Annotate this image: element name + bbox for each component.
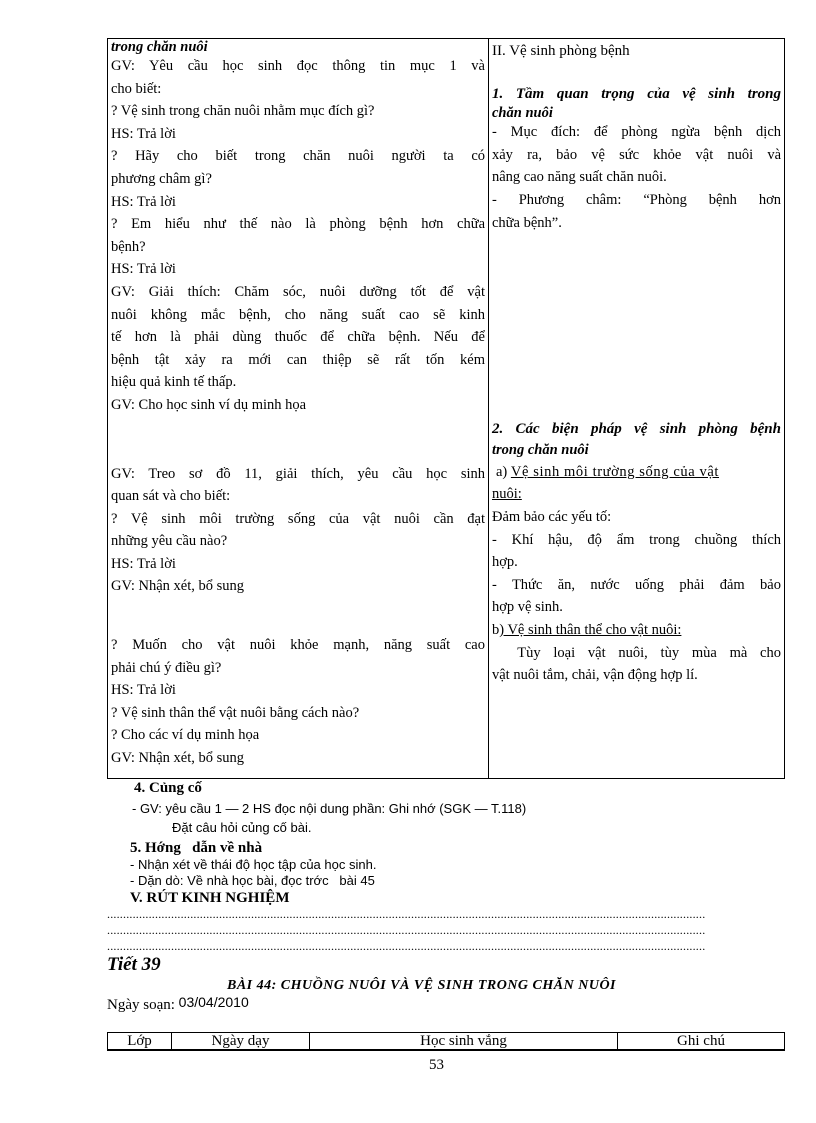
text-line: trong chăn nuôi: [111, 39, 208, 55]
subsection-a-prefix: a): [496, 463, 511, 480]
review-dotted-line: ...........................................................................................................................................................................................: [107, 939, 706, 953]
consolidation-heading: 4. Củng cố: [134, 780, 202, 796]
text-line: HS: Trả lời: [111, 555, 176, 572]
table-row: [108, 1033, 785, 1051]
text-line: Đảm bảo các yếu tố:: [492, 508, 612, 525]
text-line: vật nuôi tắm, chải, vận động hợp lí.: [492, 667, 698, 684]
subsection-a-title: [492, 461, 781, 484]
column-header: Học sinh vắng: [310, 1033, 618, 1051]
text-line: Tùy loại vật nuôi, tùy mùa mà cho: [492, 644, 781, 661]
subsection-a-label-cont: nuôi:: [492, 486, 522, 503]
subsection-title: 2. Các biện pháp vệ sinh phòng bệnh: [492, 421, 781, 438]
text-line: hợp.: [492, 554, 518, 571]
text-line: - Phương châm: “Phòng bệnh hơn: [492, 191, 781, 208]
text-line: ? Em hiểu như thế nào là phòng bệnh hơn chữa: [111, 216, 485, 233]
text-line: cho biết:: [111, 80, 162, 97]
subsection-a-label: Vệ sinh môi trường sống của vật: [510, 463, 719, 480]
text-line: quan sát và cho biết:: [111, 488, 231, 505]
subsection-b-title: [492, 619, 781, 642]
review-dotted-line: ...........................................................................................................................................................................................: [107, 907, 706, 921]
lesson-period: Tiết 39: [107, 954, 161, 975]
text-line: phương châm gì?: [111, 170, 212, 187]
text-line: những yêu cầu nào?: [111, 533, 228, 550]
activity-block-3: [111, 634, 485, 770]
column-header: Ghi chú: [618, 1033, 785, 1051]
subsection-title: 1. Tầm quan trọng của vệ sinh trong: [492, 85, 781, 102]
text-line: nuôi không mắc bệnh, cho năng suất cao sẽ kinh: [111, 306, 485, 323]
text-line: chữa bệnh”.: [492, 214, 562, 231]
prepared-date-value: 03/04/2010: [178, 994, 249, 1010]
lesson-title: BÀI 44: CHUỒNG NUÔI VÀ VỆ SINH TRONG CHĂN NUÔI: [227, 978, 616, 993]
consolidation-line-2: Đặt câu hỏi củng cố bài.: [172, 820, 312, 835]
text-line: ? Vệ sinh trong chăn nuôi nhằm mục đích gì?: [111, 103, 375, 120]
column-header: Lớp: [108, 1033, 172, 1051]
text-line: GV: Cho học sinh ví dụ minh họa: [111, 396, 307, 413]
table-row: [108, 39, 785, 779]
text-line: hợp vệ sinh.: [492, 599, 563, 616]
text-line: HS: Trả lời: [111, 682, 176, 699]
text-line: ? Vệ sinh thân thể vật nuôi bằng cách nào?: [111, 704, 360, 721]
text-line: ? Cho các ví dụ minh họa: [111, 727, 260, 744]
subsection-title: trong chăn nuôi: [492, 441, 589, 458]
class-attendance-table: [107, 1032, 785, 1051]
text-line: nâng cao năng suất chăn nuôi.: [492, 169, 667, 186]
text-line: GV: Yêu cầu học sinh đọc thông tin mục 1 và: [111, 58, 485, 74]
text-line: bệnh?: [111, 238, 146, 255]
teacher-student-activities-cell: [108, 39, 489, 779]
homework-line-2: - Dặn dò: Về nhà học bài, đọc trớc bài 45: [130, 873, 375, 888]
text-line: ? Muốn cho vật nuôi khỏe mạnh, năng suất cao: [111, 637, 485, 654]
lesson-content-cell: [489, 39, 785, 779]
text-line: phải chú ý điều gì?: [111, 659, 222, 676]
text-line: bệnh tật xảy ra mới can thiệp sẽ rất tốn kém: [111, 351, 485, 368]
text-line: GV: Giải thích: Chăm sóc, nuôi dưỡng tốt để vật: [111, 283, 485, 300]
text-line: HS: Trả lời: [111, 261, 176, 278]
subsection-b-prefix: b: [492, 621, 500, 638]
text-line: ? Vệ sinh môi trường sống của vật nuôi cần đạt: [111, 510, 485, 527]
text-line: xảy ra, bảo vệ sức khỏe vật nuôi và: [492, 146, 781, 163]
text-line: HS: Trả lời: [111, 193, 176, 210]
text-line: GV: Nhận xét, bổ sung: [111, 578, 245, 595]
subsection-1: [492, 83, 781, 235]
review-dotted-line: ...........................................................................................................................................................................................: [107, 923, 706, 937]
subsection-b-label: ) Vệ sinh thân thể cho vật nuôi:: [499, 621, 682, 638]
consolidation-line-1: - GV: yêu cầu 1 — 2 HS đọc nội dung phần: Ghi nhớ (SGK — T.118): [132, 801, 527, 816]
prepared-date: [107, 996, 249, 1014]
text-line: - Khí hậu, độ ẩm trong chuồng thích: [492, 531, 781, 548]
subsection-title: chăn nuôi: [492, 105, 553, 122]
text-line: - Mục đích: để phòng ngừa bệnh dịch: [492, 124, 781, 141]
text-line: - Thức ăn, nước uống phải đảm bảo: [492, 576, 781, 593]
page-number: 53: [429, 1057, 444, 1073]
text-line: hiệu quả kinh tế thấp.: [111, 374, 237, 391]
activity-block-1: [111, 39, 485, 417]
lesson-plan-table: [107, 38, 785, 779]
activity-block-2: [111, 463, 485, 599]
text-line: ? Hãy cho biết trong chăn nuôi người ta có: [111, 148, 485, 165]
text-line: GV: Treo sơ đồ 11, giải thích, yêu cầu học sinh: [111, 465, 485, 482]
homework-heading: 5. Hớng dẫn về nhà: [130, 840, 263, 856]
column-header: Ngày dạy: [172, 1033, 310, 1051]
text-line: tế hơn là phải dùng thuốc để chữa bệnh. Nếu để: [111, 329, 485, 346]
text-line: GV: Nhận xét, bổ sung: [111, 750, 245, 767]
text-line: HS: Trả lời: [111, 125, 176, 142]
homework-line-1: - Nhận xét về thái độ học tập của học sinh.: [130, 857, 377, 872]
section-title: II. Vệ sinh phòng bệnh: [492, 43, 630, 59]
review-heading: V. RÚT KINH NGHIỆM: [130, 890, 290, 906]
subsection-2: [492, 418, 781, 687]
prepared-date-label: Ngày soạn:: [107, 997, 175, 1013]
